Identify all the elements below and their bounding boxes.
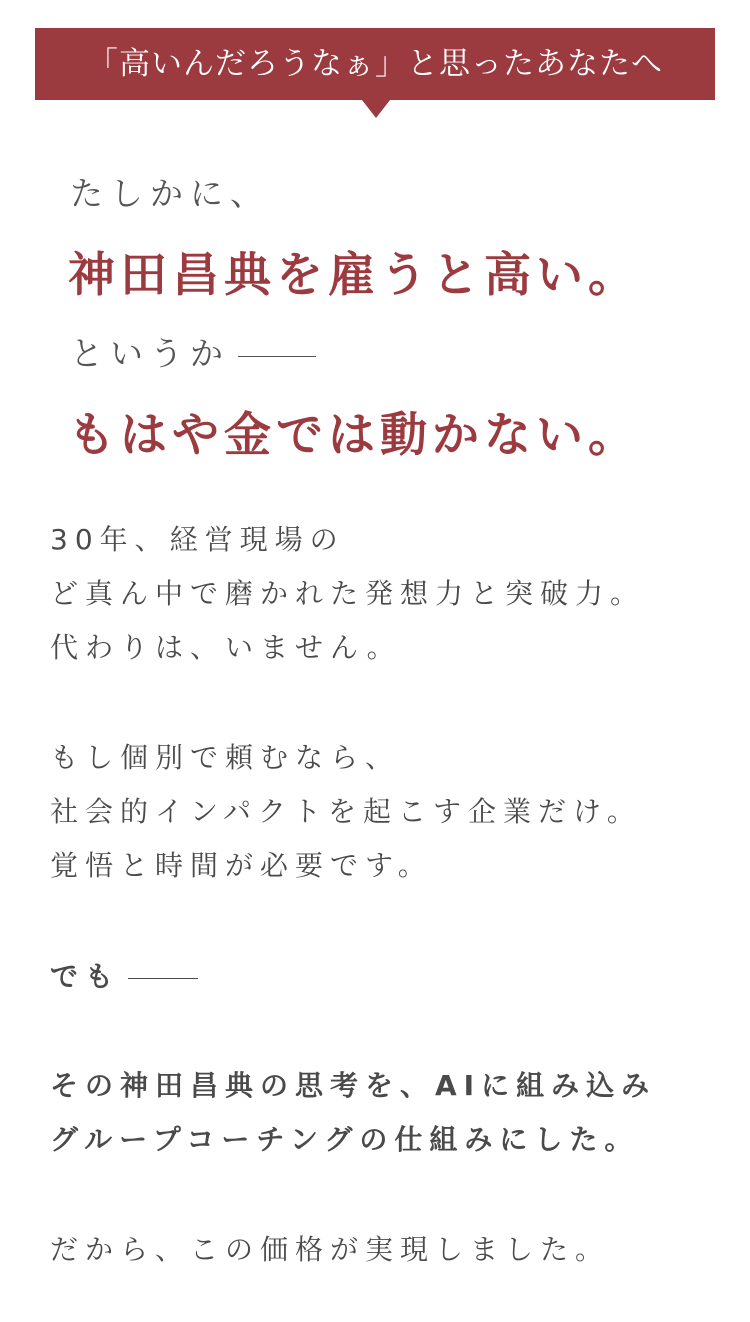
but-text: でも bbox=[50, 960, 121, 993]
paragraph-2-line-2: 社会的インパクトを起こす企業だけ。 bbox=[50, 795, 642, 828]
closing-line: だから、この価格が実現しました。 bbox=[50, 1233, 611, 1266]
intro-line-2-text: というか bbox=[70, 334, 230, 373]
dash-divider bbox=[128, 978, 198, 979]
paragraph-3-line-1: その神田昌典の思考を、AIに組み込み bbox=[50, 1069, 657, 1102]
paragraph-1-line-1: 30年、経営現場の bbox=[50, 523, 345, 556]
paragraph-1-line-3: 代わりは、いません。 bbox=[50, 631, 402, 664]
dash-divider bbox=[238, 356, 316, 357]
banner-pointer-arrow bbox=[362, 100, 390, 118]
intro-line-2 bbox=[70, 328, 316, 375]
paragraph-2-line-3: 覚悟と時間が必要です。 bbox=[50, 849, 433, 882]
header-banner bbox=[35, 28, 715, 100]
banner-title: 「高いんだろうなぁ」と思ったあなたへ bbox=[87, 46, 663, 82]
paragraph-2-line-1: もし個別で頼むなら、 bbox=[50, 741, 401, 774]
paragraph-1-line-2: ど真ん中で磨かれた発想力と突破力。 bbox=[50, 577, 646, 610]
intro-line-1: たしかに、 bbox=[70, 174, 270, 213]
paragraph-3-line-2: グループコーチングの仕組みにした。 bbox=[50, 1123, 640, 1156]
headline-2: もはや金では動かない。 bbox=[68, 408, 640, 463]
but-line bbox=[50, 955, 198, 995]
headline-1: 神田昌典を雇うと高い。 bbox=[68, 248, 640, 303]
